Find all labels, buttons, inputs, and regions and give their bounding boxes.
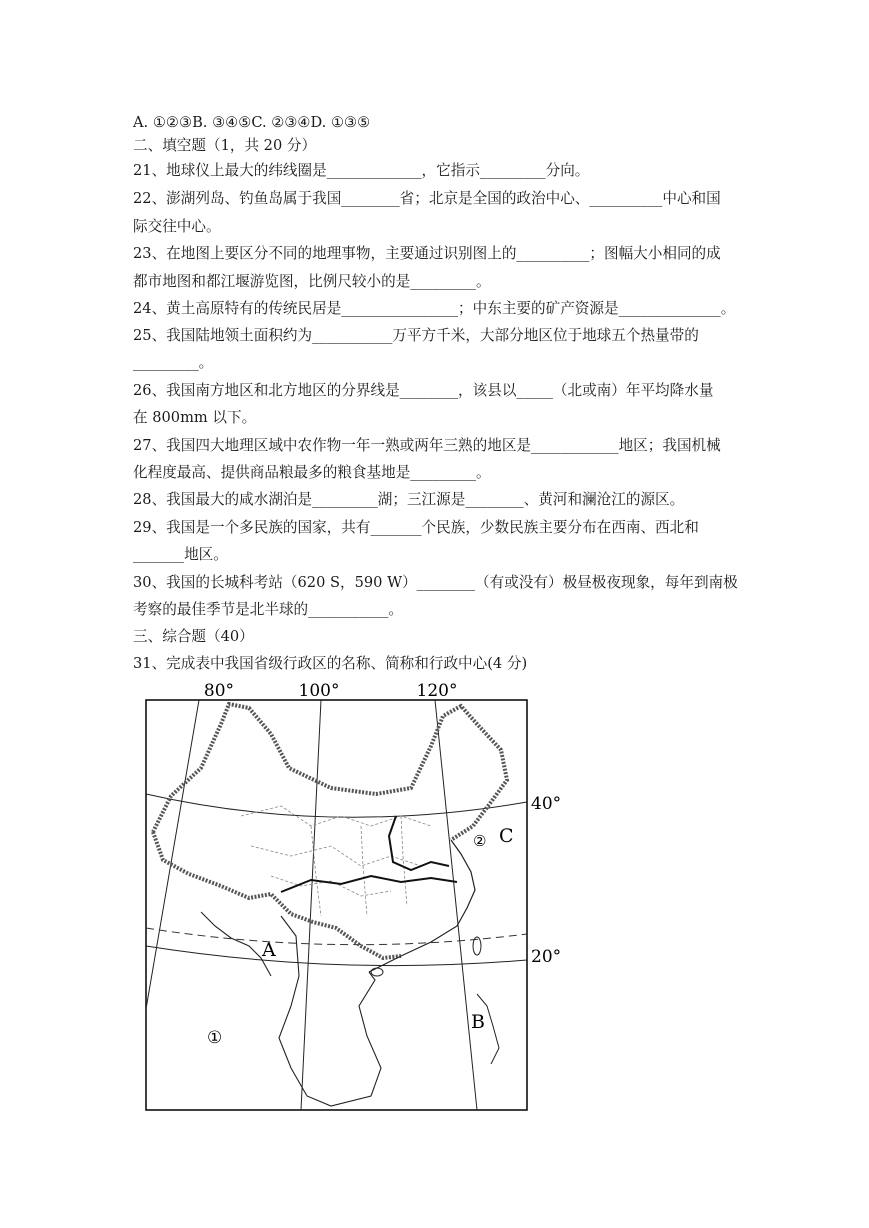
map-figure (131, 676, 571, 1116)
hainan-island (371, 968, 383, 976)
parallel-40 (146, 794, 527, 817)
q25-text-line2: _________。 (133, 354, 214, 371)
q25-text-line1: 25、我国陆地领土面积约为___________万平方千米，大部分地区位于地球五个热量带的 (133, 327, 699, 344)
q24-text: 24、黄土高原特有的传统民居是________________；中东主要的矿产资源是______________。 (133, 300, 736, 317)
provincial-borders (241, 806, 431, 916)
q22-text-line1: 22、澎湖列岛、钓鱼岛属于我国________省；北京是全国的政治中心、__________中心和国 (133, 190, 721, 207)
q27-text-line2: 化程度最高、提供商品粮最多的粮食基地是_________。 (133, 464, 491, 481)
meridian-100 (301, 700, 321, 1110)
lon-label-120: 120° (416, 681, 458, 701)
yellow-river (389, 816, 449, 870)
q21-text: 21、地球仪上最大的纬线圈是_____________，它指示_________分向。 (133, 162, 590, 179)
lat-label-20: 20° (531, 947, 562, 967)
q26-text-line2: 在 800mm 以下。 (133, 409, 257, 426)
label-B: B (471, 1011, 485, 1033)
q23-text-line1: 23、在地图上要区分不同的地理事物，主要通过识别图上的__________；图幅大小相同的成 (133, 245, 721, 262)
lat-label-40: 40° (531, 794, 562, 814)
coastline-east (369, 840, 475, 972)
label-circle-1: ① (207, 1028, 223, 1048)
section-3-heading: 三、综合题（40） (133, 628, 254, 645)
label-C: C (499, 825, 514, 847)
q22-text-line2: 际交往中心。 (133, 218, 221, 235)
q29-text-line1: 29、我国是一个多民族的国家，共有_______个民族，少数民族主要分布在西南、西北和 (133, 519, 699, 536)
q28-text: 28、我国最大的咸水湖泊是_________湖；三江源是________、黄河和澜沧江的源区。 (133, 491, 685, 508)
lon-label-80: 80° (203, 681, 235, 701)
label-A: A (262, 939, 276, 961)
q20-options: A. ①②③B. ③④⑤C. ②③④D. ①③⑤ (133, 114, 371, 131)
parallel-20 (146, 946, 527, 966)
q26-text-line1: 26、我国南方地区和北方地区的分界线是________，该县以_____（北或南）年平均降水量 (133, 382, 714, 399)
q23-text-line2: 都市地图和都江堰游览图，比例尺较小的是_________。 (133, 273, 491, 290)
national-border-south (153, 832, 401, 958)
q31-text: 31、完成表中我国省级行政区的名称、简称和行政中心(4 分) (133, 655, 528, 672)
yangtze-river (281, 876, 457, 892)
lon-label-100: 100° (298, 681, 340, 701)
q30-text-line1: 30、我国的长城科考站（620 S，590 W）________（有或没有）极昼极夜现象，每年到南极 (133, 574, 738, 591)
meridian-80 (146, 700, 199, 1009)
china-region-map (131, 676, 571, 1116)
meridian-120 (435, 700, 477, 1110)
label-circle-2: ② (473, 832, 487, 850)
tropic-line (146, 928, 527, 945)
coastline-south-asia (201, 912, 271, 976)
section-2-heading: 二、填空题（1，共 20 分） (133, 137, 317, 154)
q27-text-line1: 27、我国四大地理区域中农作物一年一熟或两年三熟的地区是____________地区；我国机械 (133, 437, 721, 454)
q30-text-line2: 考察的最佳季节是北半球的___________。 (133, 601, 403, 618)
q29-text-line2: _______地区。 (133, 546, 228, 563)
